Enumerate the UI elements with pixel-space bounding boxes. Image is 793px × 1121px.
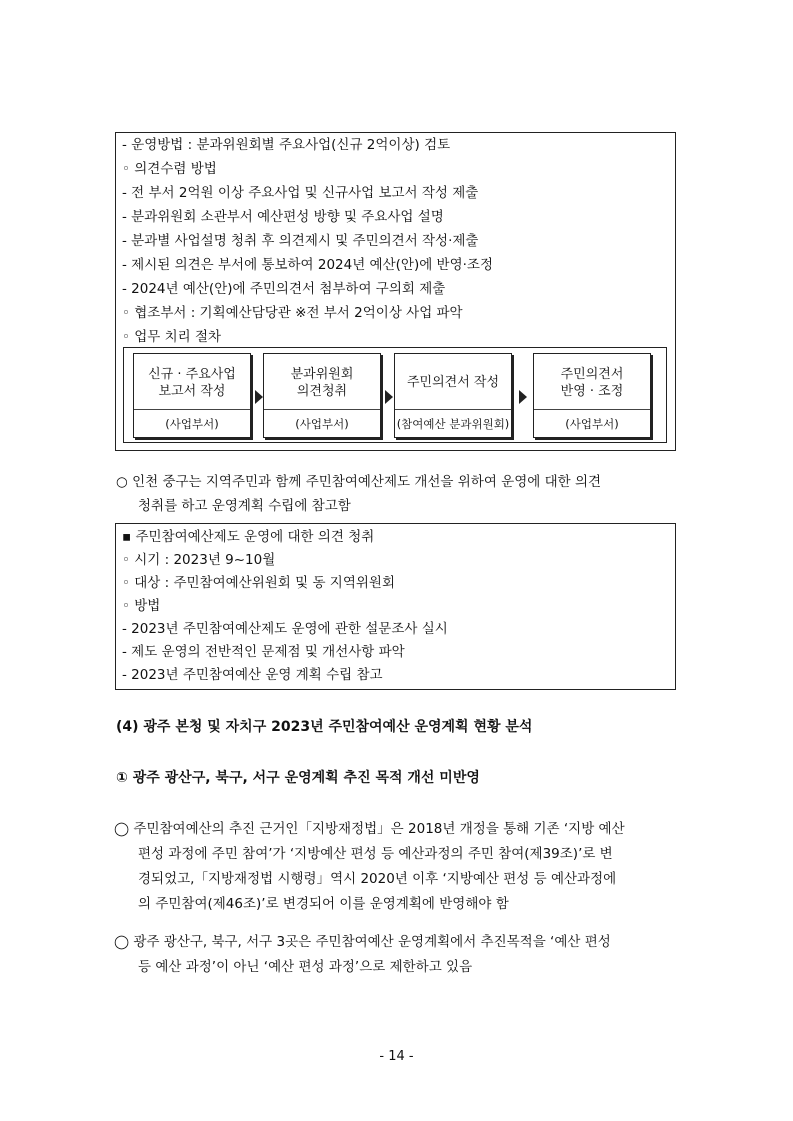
box2-line-3: ◦ 방법 <box>122 598 161 614</box>
process-flow-diagram <box>123 347 667 443</box>
flow-step-1-dept: (사업부서) <box>134 409 250 437</box>
page-number: - 14 - <box>379 1049 414 1064</box>
flow-step-3-title: 주민의견서 작성 <box>406 375 500 390</box>
box2-line-2: ◦ 대상 : 주민참여예산위원회 및 동 지역위원회 <box>122 575 395 591</box>
incheon-para-line-2: 청취를 하고 운영계획 수립에 참고함 <box>138 498 351 514</box>
opinion-hearing-box <box>115 523 676 690</box>
flow-step-4 <box>533 353 651 438</box>
box2-line-1: ◦ 시기 : 2023년 9~10월 <box>122 552 276 568</box>
flow-arrow-icon-2 <box>385 390 393 404</box>
box1-line-6: - 2024년 예산(안)에 주민의견서 첨부하여 구의회 제출 <box>122 281 446 297</box>
box2-line-6: - 2023년 주민참여예산 운영 계획 수립 참고 <box>122 667 383 683</box>
flow-arrow-icon-1 <box>255 390 263 404</box>
flow-step-1-title: 신규 · 주요사업 보고서 작성 <box>148 366 236 399</box>
box1-line-8: ◦ 업무 치리 절차 <box>122 329 222 345</box>
flow-step-2 <box>263 353 381 438</box>
flow-step-3-dept: (참여예산 분과위원회) <box>395 409 511 437</box>
flow-arrow-icon-3 <box>519 390 527 404</box>
gwangju-para-line-1: ◯ 광주 광산구, 북구, 서구 3곳은 주민참여예산 운영계획에서 추진목적을 ‘예산 편성 <box>114 934 611 950</box>
box2-line-5: - 제도 운영의 전반적인 문제점 및 개선사항 파악 <box>122 644 405 660</box>
flow-step-2-title: 분과위원회 의견청취 <box>290 366 354 399</box>
law-para-line-3: 경되었고,「지방재정법 시행령」역시 2020년 이후 ‘지방예산 편성 등 예산과정에 <box>138 871 617 887</box>
box2-line-4: - 2023년 주민참여예산제도 운영에 관한 설문조사 실시 <box>122 621 448 637</box>
law-para-line-4: 의 주민참여(제46조)’로 변경되어 이를 운영계획에 반영해야 함 <box>138 896 509 912</box>
subsection-heading: ① 광주 광산구, 북구, 서구 운영계획 추진 목적 개선 미반영 <box>116 770 480 786</box>
box1-line-5: - 제시된 의견은 부서에 통보하여 2024년 예산(안)에 반영·조정 <box>122 257 493 273</box>
flow-step-3 <box>394 353 512 438</box>
box1-line-1: ◦ 의견수렴 방법 <box>122 161 217 177</box>
law-para-line-1: ◯ 주민참여예산의 추진 근거인「지방재정법」은 2018년 개정을 통해 기존 ‘지방 예산 <box>114 821 625 837</box>
flow-step-4-title: 주민의견서 반영 · 조정 <box>560 366 624 399</box>
box1-line-3: - 분과위원회 소관부서 예산편성 방향 및 주요사업 설명 <box>122 209 444 225</box>
box1-line-7: ◦ 협조부서 : 기획예산담당관 ※전 부서 2억이상 사업 파악 <box>122 305 463 321</box>
flow-step-4-dept: (사업부서) <box>534 409 650 437</box>
section-heading: (4) 광주 본청 및 자치구 2023년 주민참여예산 운영계획 현황 분석 <box>116 719 533 735</box>
box2-line-0: ▪ 주민참여예산제도 운영에 대한 의견 청취 <box>122 529 375 545</box>
box1-line-2: - 전 부서 2억원 이상 주요사업 및 신규사업 보고서 작성 제출 <box>122 185 479 201</box>
gwangju-para-line-2: 등 예산 과정’이 아닌 ‘예산 편성 과정’으로 제한하고 있음 <box>138 959 473 975</box>
law-para-line-2: 편성 과정에 주민 참여’가 ‘지방예산 편성 등 예산과정의 주민 참여(제39조)’로 변 <box>138 846 613 862</box>
incheon-para-line-1: ○ 인천 중구는 지역주민과 함께 주민참여예산제도 개선을 위하여 운영에 대한 의견 <box>116 474 602 490</box>
flow-step-1 <box>133 353 251 438</box>
flow-step-2-dept: (사업부서) <box>264 409 380 437</box>
box1-line-0: - 운영방법 : 분과위원회별 주요사업(신규 2억이상) 검토 <box>122 137 451 153</box>
box1-line-4: - 분과별 사업설명 청취 후 의견제시 및 주민의견서 작성·제출 <box>122 233 479 249</box>
